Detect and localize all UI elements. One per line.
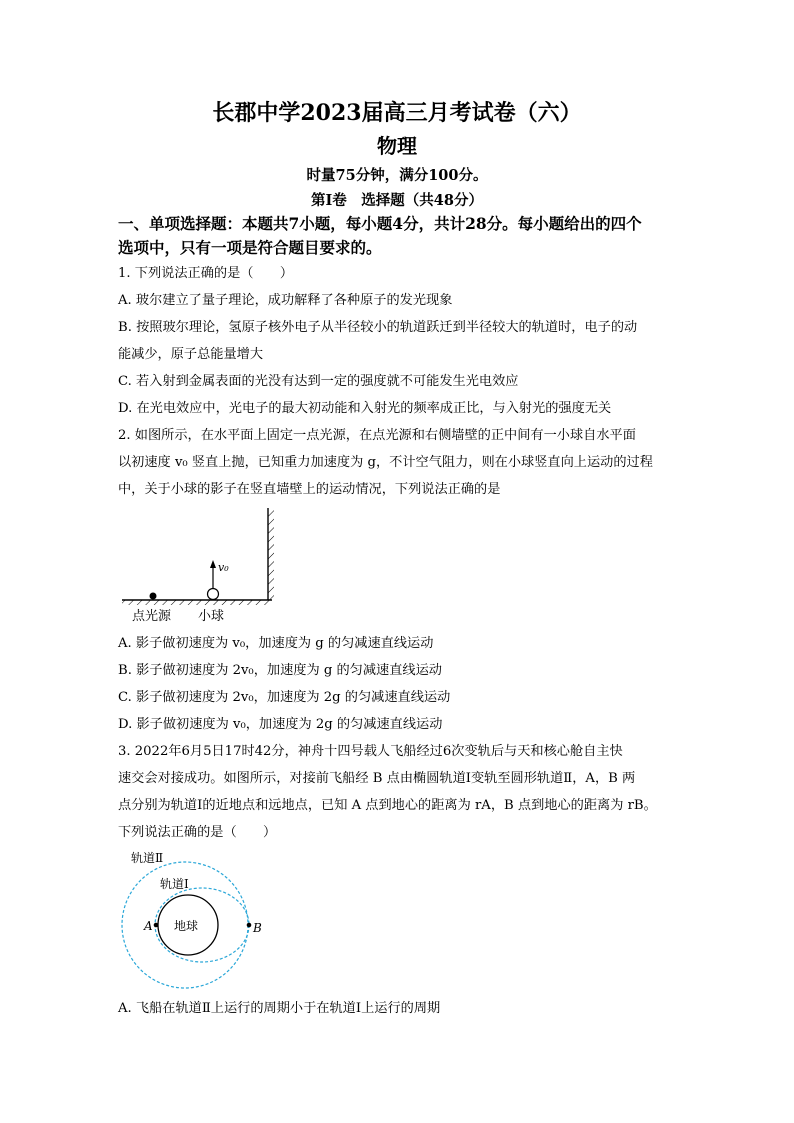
section-heading-line2: 选项中，只有一项是符合题目要求的。: [118, 238, 382, 257]
orbit-2-label: 轨道Ⅱ: [131, 851, 164, 865]
point-b-label: B: [253, 921, 262, 935]
q2-option-d: D. 影子做初速度为 v₀，加速度为 2g 的匀减速直线运动: [118, 717, 443, 732]
q2-stem-line2: 以初速度 v₀ 竖直上抛，已知重力加速度为 g，不计空气阻力，则在小球竖直向上运动的过程: [118, 455, 653, 470]
q3-figure-orbits: [118, 846, 278, 991]
q1-option-a: A. 玻尔建立了量子理论，成功解释了各种原子的发光现象: [118, 293, 453, 308]
q3-stem-line4: 下列说法正确的是（ ）: [118, 825, 277, 840]
q2-option-b: B. 影子做初速度为 2v₀，加速度为 g 的匀减速直线运动: [118, 663, 442, 678]
ball-icon: [208, 589, 219, 600]
point-a-dot: [154, 923, 159, 928]
q2-stem-line1: 2. 如图所示，在水平面上固定一点光源，在点光源和右侧墙壁的正中间有一小球自水平面: [118, 428, 636, 443]
time-info: 时量75分钟，满分100分。: [306, 167, 488, 184]
q2-option-c: C. 影子做初速度为 2v₀，加速度为 2g 的匀减速直线运动: [118, 690, 451, 705]
q1-option-d: D. 在光电效应中，光电子的最大初动能和入射光的频率成正比，与入射光的强度无关: [118, 401, 612, 416]
q2-stem-line3: 中，关于小球的影子在竖直墙壁上的运动情况，下列说法正确的是: [118, 482, 501, 497]
exam-title: 长郡中学2023届高三月考试卷（六）: [212, 100, 582, 126]
wall: [268, 508, 274, 600]
q1-option-b-line2: 能减少，原子总能量增大: [118, 347, 264, 362]
q1-option-c: C. 若入射到金属表面的光没有达到一定的强度就不可能发生光电效应: [118, 374, 519, 389]
point-light-source-icon: [150, 593, 157, 600]
point-a-label: A: [144, 919, 153, 933]
v0-label: v₀: [218, 561, 229, 574]
ground-line: [122, 600, 272, 605]
q3-stem-line1: 3. 2022年6月5日17时42分，神舟十四号载人飞船经过6次变轨后与天和核心舱自主快: [118, 744, 623, 759]
q3-stem-line3: 点分别为轨道Ⅰ的近地点和远地点，已知 A 点到地心的距离为 rA，B 点到地心的距离为 rB。: [118, 798, 657, 813]
q2-option-a: A. 影子做初速度为 v₀，加速度为 g 的匀减速直线运动: [118, 636, 434, 651]
q2-figure-shadow: [118, 505, 288, 630]
q1-option-b-line1: B. 按照玻尔理论，氢原子核外电子从半径较小的轨道跃迁到半径较大的轨道时，电子的动: [118, 320, 638, 335]
q3-option-a: A. 飞船在轨道Ⅱ上运行的周期小于在轨道Ⅰ上运行的周期: [118, 1001, 441, 1016]
point-b-dot: [247, 923, 252, 928]
section-heading-line1: 一、单项选择题：本题共7小题，每小题4分，共计28分。每小题给出的四个: [118, 214, 642, 233]
orbit-1-label: 轨道Ⅰ: [160, 877, 189, 891]
q3-stem-line2: 速交会对接成功。如图所示，对接前飞船经 B 点由椭圆轨道Ⅰ变轨至圆形轨道Ⅱ，A，B 两: [118, 771, 636, 786]
ball-label: 小球: [198, 609, 225, 624]
earth-label: 地球: [174, 919, 199, 933]
subject-title: 物理: [377, 134, 417, 158]
velocity-arrow-icon: [210, 560, 216, 588]
q1-stem: 1. 下列说法正确的是（ ）: [118, 266, 294, 281]
light-source-label: 点光源: [132, 609, 172, 624]
part-title: 第Ⅰ卷 选择题（共48分）: [311, 192, 483, 209]
